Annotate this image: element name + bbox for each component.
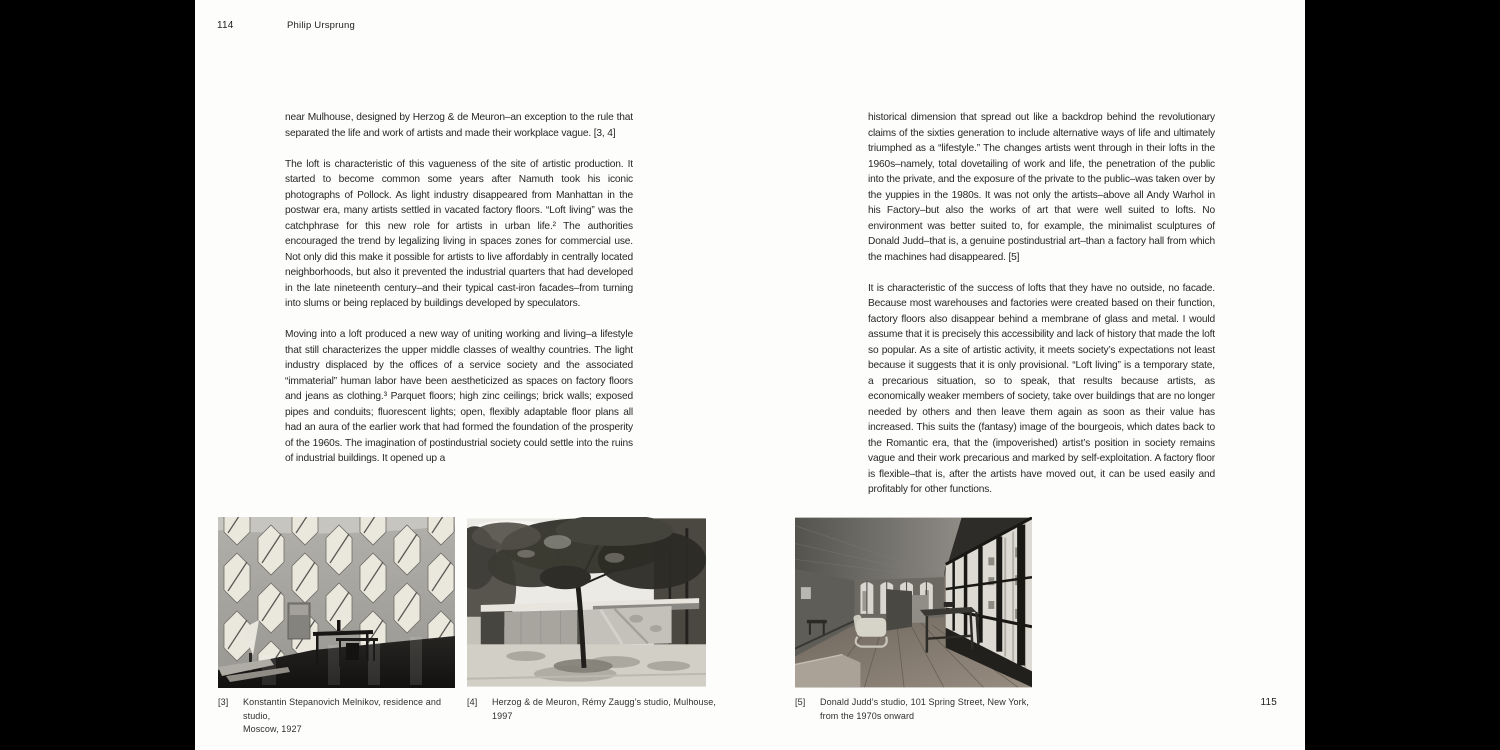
figure-melnikov-studio xyxy=(218,517,455,688)
caption-number: [5] xyxy=(795,697,806,707)
paragraph: historical dimension that spread out like a backdrop behind the revolutionary claims of the sixties generation to include alternative ways of life and ultimately triumphed as a “lifestyle.” The changes artists went through in their lofts in the 1960s–namely, total dovetailing of work and life, the penetration of the public into the private, and the exposure of the private to the public–was taken over by the yuppies in the 1980s. It was not only the artists–above all Andy Warhol in his Factory–but also the works of art that were well suited to lofts. No environment was better suited to, for example, the minimalist sculptures of Donald Judd–that is, a genuine postindustrial art–than a factory hall from which the machines had disappeared. [5] xyxy=(868,112,1215,263)
figure-caption-4 xyxy=(467,696,717,723)
judd-studio-photo xyxy=(795,517,1032,688)
text-column-right xyxy=(868,110,1215,498)
text-column-left xyxy=(285,110,633,467)
page-number-right: 115 xyxy=(1260,697,1277,708)
figure-judd-studio xyxy=(795,517,1032,688)
figure-caption-5 xyxy=(795,696,1045,723)
caption-text xyxy=(492,696,717,723)
paragraph: It is characteristic of the success of lofts that they have no outside, no facade. Because most warehouses and factories were created based on their function, factory floors also disappear behind a membrane of glass and metal. I would assume that it is precisely this accessibility and lack of history that made the loft so popular. As a site of artistic activity, it meets society’s expectations not least because it suggests that it is only provisional. “Loft living” is a temporary state, a precarious situation, so to speak, that results because artists, as economically weaker members of society, take over buildings that are no longer needed by others and then leave them again as soon as their value has increased. This suits the (fantasy) image of the bourgeois, which dates back to the Romantic era, that the (impoverished) artist’s position in society remains vague and their work precarious and marked by self-exploitation. A factory floor is flexible–that is, after the artists have moved out, it can be used easily and profitably for other functions. xyxy=(868,282,1215,495)
caption-line: from the 1970s onward xyxy=(820,710,915,721)
caption-line: Moscow, 1927 xyxy=(243,724,302,734)
caption-line: Herzog & de Meuron, Rémy Zaugg’s studio, Mulhouse, 1997 xyxy=(492,697,716,721)
caption-line: Donald Judd’s studio, 101 Spring Street, New York, xyxy=(820,697,1029,707)
caption-number: [3] xyxy=(218,697,229,707)
caption-number: [4] xyxy=(467,697,478,707)
caption-text xyxy=(243,696,468,737)
caption-text xyxy=(820,696,1029,723)
figure-zaugg-studio xyxy=(467,517,706,688)
paragraph: The loft is characteristic of this vagueness of the site of artistic production. It started to become common some years after Namuth took his iconic photographs of Pollock. As light industry disappeared from Manhattan in the postwar era, many artists settled in vacated factory floors. “Loft living” was the catchphrase for this new role for artists in urban life.² The authorities encouraged the trend by legalizing living in spaces zones for commercial use. Not only did this make it possible for artists to live affordably in centrally located neighborhoods, but also it prevented the industrial quarters that had developed in the late nineteenth century–and their typical cast-iron facades–from turning into slums or being replaced by buildings developed by speculators. xyxy=(285,158,633,309)
paragraph: near Mulhouse, designed by Herzog & de Meuron–an exception to the rule that separated the life and work of artists and made their workplace vague. [3, 4] xyxy=(285,112,633,139)
caption-line: Konstantin Stepanovich Melnikov, residence and studio, xyxy=(243,697,442,721)
page-number-left: 114 xyxy=(217,20,234,31)
paragraph: Moving into a loft produced a new way of uniting working and living–a lifestyle that still characterizes the upper middle classes of wealthy countries. The light industry displaced by the offices of a service society and the associated “immaterial” human labor have been aestheticized as spaces on factory floors and jeans as clothing.³ Parquet floors; high zinc ceilings; brick walls; exposed pipes and conduits; fluorescent lights; open, flexibly adaptable floor plans all had an aura of the earlier work that had formed the foundation of the prosperity of the 1960s. The imagination of postindustrial society could settle into the ruins of industrial buildings. It opened up a xyxy=(285,329,633,464)
figure-caption-3 xyxy=(218,696,468,737)
melnikov-studio-photo xyxy=(218,517,455,688)
page-spread xyxy=(195,0,1305,750)
zaugg-studio-photo xyxy=(467,517,706,688)
running-head-author: Philip Ursprung xyxy=(287,20,355,31)
